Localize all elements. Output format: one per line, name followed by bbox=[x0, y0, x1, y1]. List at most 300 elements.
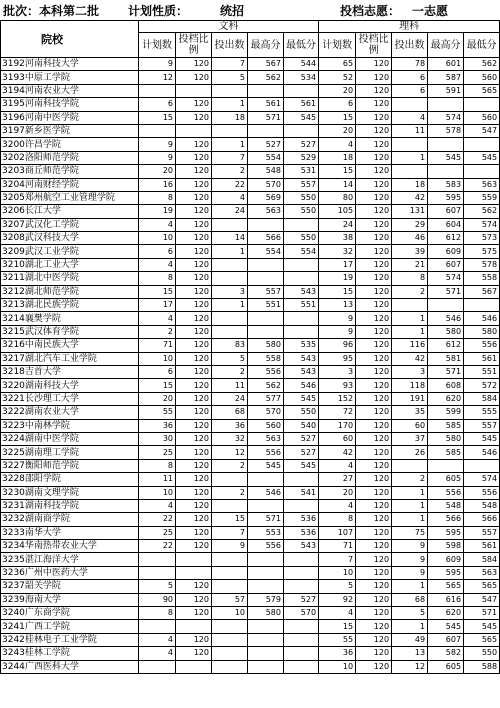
sci-plan-cell: 55 bbox=[319, 633, 356, 646]
sci-issued-cell: 2 bbox=[392, 473, 428, 486]
school-code: 3211 bbox=[2, 273, 25, 284]
arts-min-cell bbox=[284, 499, 319, 512]
school-code: 3224 bbox=[2, 434, 25, 445]
arts-plan-cell: 6 bbox=[139, 245, 176, 258]
arts-issued-cell: 1 bbox=[212, 138, 248, 151]
arts-ratio-cell: 120 bbox=[176, 71, 212, 84]
school-name: 郑州航空工业管理学院 bbox=[24, 193, 115, 204]
school-name: 襄樊学院 bbox=[24, 313, 61, 324]
school-code: 3192 bbox=[2, 59, 25, 70]
table-row bbox=[1, 432, 500, 445]
table-row bbox=[1, 553, 500, 566]
school-name: 广西工学院 bbox=[24, 621, 70, 632]
arts-max-cell: 570 bbox=[248, 178, 284, 191]
school-cell bbox=[1, 325, 139, 338]
science-ratio-header: 投档比例 bbox=[356, 33, 392, 58]
sci-plan-cell: 32 bbox=[319, 245, 356, 258]
sci-max-cell: 620 bbox=[428, 607, 464, 620]
table-row bbox=[1, 473, 500, 486]
arts-ratio-cell: 120 bbox=[176, 513, 212, 526]
sci-ratio-cell: 120 bbox=[356, 232, 392, 245]
school-cell bbox=[1, 580, 139, 593]
sci-max-cell: 605 bbox=[428, 660, 464, 673]
arts-ratio-cell bbox=[176, 124, 212, 137]
arts-max-cell: 554 bbox=[248, 151, 284, 164]
school-code: 3203 bbox=[2, 166, 25, 177]
arts-issued-cell bbox=[212, 647, 248, 660]
arts-issued-cell: 7 bbox=[212, 58, 248, 71]
arts-issued-cell: 2 bbox=[212, 486, 248, 499]
arts-plan-cell: 16 bbox=[139, 178, 176, 191]
sci-issued-cell: 116 bbox=[392, 339, 428, 352]
school-name: 华南热带农业大学 bbox=[24, 541, 97, 552]
arts-min-cell: 550 bbox=[284, 191, 319, 204]
arts-min-cell: 545 bbox=[284, 459, 319, 472]
sci-issued-cell: 1 bbox=[392, 151, 428, 164]
arts-min-cell: 543 bbox=[284, 540, 319, 553]
table-row bbox=[1, 339, 500, 352]
arts-max-cell bbox=[248, 553, 284, 566]
arts-plan-cell: 15 bbox=[139, 379, 176, 392]
sci-issued-cell bbox=[392, 165, 428, 178]
arts-max-cell: 557 bbox=[248, 285, 284, 298]
school-code: 3221 bbox=[2, 393, 25, 404]
school-cell bbox=[1, 258, 139, 271]
sci-min-cell: 572 bbox=[464, 379, 500, 392]
sci-min-cell: 560 bbox=[464, 111, 500, 124]
arts-issued-cell bbox=[212, 566, 248, 579]
table-row bbox=[1, 607, 500, 620]
sci-min-cell: 545 bbox=[464, 151, 500, 164]
school-code: 3228 bbox=[2, 474, 25, 485]
arts-max-cell: 579 bbox=[248, 593, 284, 606]
group-header-science: 理科 bbox=[319, 21, 500, 33]
arts-issued-cell: 12 bbox=[212, 446, 248, 459]
school-code: 3197 bbox=[2, 126, 25, 137]
sci-issued-cell: 191 bbox=[392, 392, 428, 405]
sci-min-cell: 565 bbox=[464, 580, 500, 593]
sci-max-cell: 620 bbox=[428, 392, 464, 405]
sci-max-cell: 607 bbox=[428, 258, 464, 271]
sci-ratio-cell: 120 bbox=[356, 486, 392, 499]
arts-min-cell: 544 bbox=[284, 58, 319, 71]
sci-min-cell: 567 bbox=[464, 285, 500, 298]
table-row bbox=[1, 499, 500, 512]
school-code: 3233 bbox=[2, 527, 25, 538]
science-min-score-header: 最低分 bbox=[464, 33, 500, 58]
sci-max-cell: 609 bbox=[428, 553, 464, 566]
school-name: 武汉化工学院 bbox=[24, 219, 79, 230]
sci-max-cell: 591 bbox=[428, 84, 464, 97]
sci-plan-cell: 4 bbox=[319, 499, 356, 512]
school-cell bbox=[1, 607, 139, 620]
sci-ratio-cell: 120 bbox=[356, 459, 392, 472]
sci-plan-cell: 107 bbox=[319, 526, 356, 539]
admission-table bbox=[0, 20, 500, 674]
arts-max-cell: 554 bbox=[248, 245, 284, 258]
school-code: 3202 bbox=[2, 152, 25, 163]
arts-plan-cell: 9 bbox=[139, 151, 176, 164]
sci-ratio-cell: 120 bbox=[356, 633, 392, 646]
sci-ratio-cell: 120 bbox=[356, 325, 392, 338]
sci-min-cell: 551 bbox=[464, 365, 500, 378]
arts-plan-cell: 25 bbox=[139, 446, 176, 459]
sci-ratio-cell: 120 bbox=[356, 526, 392, 539]
school-cell bbox=[1, 633, 139, 646]
sci-issued-cell: 11 bbox=[392, 124, 428, 137]
school-name: 广西医科大学 bbox=[24, 661, 79, 672]
sci-plan-cell: 15 bbox=[319, 111, 356, 124]
sci-min-cell: 563 bbox=[464, 178, 500, 191]
school-code: 3241 bbox=[2, 621, 25, 632]
sci-issued-cell: 46 bbox=[392, 232, 428, 245]
arts-max-cell bbox=[248, 580, 284, 593]
sci-min-cell: 546 bbox=[464, 312, 500, 325]
table-row bbox=[1, 526, 500, 539]
arts-min-cell: 540 bbox=[284, 419, 319, 432]
sci-min-cell: 558 bbox=[464, 272, 500, 285]
sci-plan-cell: 9 bbox=[319, 312, 356, 325]
sci-issued-cell: 118 bbox=[392, 379, 428, 392]
sci-max-cell: 608 bbox=[428, 379, 464, 392]
table-row bbox=[1, 58, 500, 71]
sci-issued-cell: 6 bbox=[392, 71, 428, 84]
arts-min-cell: 531 bbox=[284, 165, 319, 178]
sci-issued-cell: 8 bbox=[392, 272, 428, 285]
arts-max-cell: 548 bbox=[248, 165, 284, 178]
sci-issued-cell bbox=[392, 459, 428, 472]
sci-ratio-cell: 120 bbox=[356, 660, 392, 673]
arts-max-cell: 561 bbox=[248, 98, 284, 111]
science-max-score-header: 最高分 bbox=[428, 33, 464, 58]
school-code: 3232 bbox=[2, 514, 25, 525]
school-cell bbox=[1, 312, 139, 325]
arts-plan-cell: 15 bbox=[139, 285, 176, 298]
sci-plan-cell: 72 bbox=[319, 406, 356, 419]
arts-ratio-cell: 120 bbox=[176, 459, 212, 472]
arts-ratio-cell: 120 bbox=[176, 258, 212, 271]
arts-issued-cell: 1 bbox=[212, 98, 248, 111]
sci-max-cell: 612 bbox=[428, 232, 464, 245]
sci-ratio-cell: 120 bbox=[356, 499, 392, 512]
table-row bbox=[1, 419, 500, 432]
school-name: 湖南理工学院 bbox=[24, 447, 79, 458]
sci-issued-cell bbox=[392, 98, 428, 111]
sci-ratio-cell: 120 bbox=[356, 339, 392, 352]
arts-issued-cell: 36 bbox=[212, 419, 248, 432]
school-code: 3208 bbox=[2, 233, 25, 244]
arts-ratio-cell: 120 bbox=[176, 165, 212, 178]
sci-max-cell bbox=[428, 299, 464, 312]
arts-min-cell: 550 bbox=[284, 232, 319, 245]
school-cell bbox=[1, 446, 139, 459]
school-name: 湖南文理学院 bbox=[24, 487, 79, 498]
arts-max-cell bbox=[248, 272, 284, 285]
arts-min-cell bbox=[284, 272, 319, 285]
arts-plan-cell: 10 bbox=[139, 486, 176, 499]
arts-plan-cell: 10 bbox=[139, 232, 176, 245]
school-cell bbox=[1, 98, 139, 111]
sci-min-cell: 574 bbox=[464, 218, 500, 231]
arts-ratio-cell: 120 bbox=[176, 365, 212, 378]
school-cell bbox=[1, 406, 139, 419]
arts-ratio-cell bbox=[176, 620, 212, 633]
school-column-header: 院校 bbox=[1, 21, 139, 58]
arts-issued-cell: 5 bbox=[212, 71, 248, 84]
school-code: 3204 bbox=[2, 179, 25, 190]
school-name: 吉首大学 bbox=[24, 367, 61, 378]
arts-max-cell bbox=[248, 620, 284, 633]
sci-ratio-cell: 120 bbox=[356, 406, 392, 419]
sci-plan-cell: 71 bbox=[319, 540, 356, 553]
sci-issued-cell: 39 bbox=[392, 245, 428, 258]
school-cell bbox=[1, 71, 139, 84]
arts-ratio-cell: 120 bbox=[176, 580, 212, 593]
arts-ratio-cell: 120 bbox=[176, 285, 212, 298]
science-plan-count-header: 计划数 bbox=[319, 33, 356, 58]
sci-max-cell: 583 bbox=[428, 178, 464, 191]
school-cell bbox=[1, 593, 139, 606]
school-cell bbox=[1, 124, 139, 137]
arts-max-cell bbox=[248, 218, 284, 231]
arts-plan-cell: 36 bbox=[139, 419, 176, 432]
school-cell bbox=[1, 299, 139, 312]
arts-plan-cell: 4 bbox=[139, 312, 176, 325]
arts-issued-cell: 83 bbox=[212, 339, 248, 352]
school-code: 3212 bbox=[2, 286, 25, 297]
sci-issued-cell: 1 bbox=[392, 580, 428, 593]
arts-ratio-cell: 120 bbox=[176, 299, 212, 312]
arts-ratio-cell: 120 bbox=[176, 607, 212, 620]
sci-ratio-cell: 120 bbox=[356, 419, 392, 432]
sci-ratio-cell: 120 bbox=[356, 620, 392, 633]
arts-plan-count-header: 计划数 bbox=[139, 33, 176, 58]
arts-min-cell bbox=[284, 473, 319, 486]
arts-issued-cell bbox=[212, 499, 248, 512]
school-cell bbox=[1, 526, 139, 539]
arts-max-cell bbox=[248, 312, 284, 325]
arts-min-cell: 554 bbox=[284, 245, 319, 258]
arts-max-cell bbox=[248, 499, 284, 512]
arts-max-cell: 569 bbox=[248, 191, 284, 204]
table-row bbox=[1, 232, 500, 245]
arts-plan-cell: 71 bbox=[139, 339, 176, 352]
sci-max-cell: 574 bbox=[428, 111, 464, 124]
sci-max-cell: 604 bbox=[428, 218, 464, 231]
school-name: 湖北工业大学 bbox=[24, 260, 79, 271]
arts-issued-cell: 15 bbox=[212, 513, 248, 526]
school-code: 3207 bbox=[2, 219, 25, 230]
sci-ratio-cell: 120 bbox=[356, 245, 392, 258]
arts-plan-cell: 20 bbox=[139, 392, 176, 405]
sci-min-cell: 555 bbox=[464, 406, 500, 419]
arts-max-cell: 527 bbox=[248, 138, 284, 151]
table-row bbox=[1, 446, 500, 459]
sci-min-cell: 584 bbox=[464, 553, 500, 566]
arts-max-cell bbox=[248, 325, 284, 338]
sci-plan-cell: 9 bbox=[319, 325, 356, 338]
school-cell bbox=[1, 178, 139, 191]
sci-max-cell: 565 bbox=[428, 580, 464, 593]
arts-issued-cell: 22 bbox=[212, 178, 248, 191]
arts-plan-cell: 15 bbox=[139, 111, 176, 124]
arts-min-cell: 543 bbox=[284, 365, 319, 378]
sci-issued-cell: 1 bbox=[392, 620, 428, 633]
sci-plan-cell: 18 bbox=[319, 151, 356, 164]
arts-ratio-cell bbox=[176, 660, 212, 673]
school-cell bbox=[1, 647, 139, 660]
table-row bbox=[1, 285, 500, 298]
arts-plan-cell: 19 bbox=[139, 205, 176, 218]
sci-max-cell bbox=[428, 138, 464, 151]
sci-plan-cell: 10 bbox=[319, 660, 356, 673]
arts-ratio-cell: 120 bbox=[176, 379, 212, 392]
sci-max-cell: 571 bbox=[428, 285, 464, 298]
school-name: 湖南商学院 bbox=[24, 514, 70, 525]
school-cell bbox=[1, 553, 139, 566]
sci-ratio-cell: 120 bbox=[356, 299, 392, 312]
sci-plan-cell: 27 bbox=[319, 473, 356, 486]
arts-plan-cell bbox=[139, 660, 176, 673]
sci-issued-cell: 68 bbox=[392, 593, 428, 606]
arts-min-cell bbox=[284, 660, 319, 673]
arts-min-score-header: 最低分 bbox=[284, 33, 319, 58]
table-row bbox=[1, 299, 500, 312]
sci-min-cell: 584 bbox=[464, 392, 500, 405]
school-code: 3193 bbox=[2, 72, 25, 83]
school-name: 湖南农业大学 bbox=[24, 407, 79, 418]
arts-max-cell: 545 bbox=[248, 459, 284, 472]
arts-max-cell: 570 bbox=[248, 406, 284, 419]
sci-plan-cell: 80 bbox=[319, 191, 356, 204]
sci-max-cell: 612 bbox=[428, 339, 464, 352]
arts-issued-cell bbox=[212, 553, 248, 566]
arts-min-cell: 543 bbox=[284, 285, 319, 298]
school-name: 武汉科技大学 bbox=[24, 233, 79, 244]
arts-issued-cell bbox=[212, 218, 248, 231]
sci-max-cell: 571 bbox=[428, 365, 464, 378]
arts-plan-cell: 6 bbox=[139, 98, 176, 111]
sci-min-cell: 571 bbox=[464, 607, 500, 620]
arts-min-cell bbox=[284, 580, 319, 593]
school-cell bbox=[1, 540, 139, 553]
sci-issued-cell: 9 bbox=[392, 566, 428, 579]
school-name: 邵阳学院 bbox=[24, 474, 61, 485]
school-cell bbox=[1, 473, 139, 486]
arts-ratio-cell: 120 bbox=[176, 486, 212, 499]
table-row bbox=[1, 178, 500, 191]
school-name: 武汉工业学院 bbox=[24, 246, 79, 257]
table-row bbox=[1, 406, 500, 419]
sci-min-cell bbox=[464, 299, 500, 312]
sci-max-cell: 581 bbox=[428, 352, 464, 365]
sci-plan-cell: 92 bbox=[319, 593, 356, 606]
arts-plan-cell: 5 bbox=[139, 580, 176, 593]
school-name: 韶关学院 bbox=[24, 581, 61, 592]
sci-min-cell bbox=[464, 165, 500, 178]
sci-plan-cell: 14 bbox=[319, 178, 356, 191]
school-cell bbox=[1, 513, 139, 526]
sci-ratio-cell: 120 bbox=[356, 580, 392, 593]
school-cell bbox=[1, 218, 139, 231]
sci-ratio-cell: 120 bbox=[356, 111, 392, 124]
school-code: 3210 bbox=[2, 260, 25, 271]
table-row bbox=[1, 272, 500, 285]
school-name: 中南民族大学 bbox=[24, 340, 79, 351]
sci-issued-cell: 75 bbox=[392, 526, 428, 539]
sci-plan-cell: 4 bbox=[319, 459, 356, 472]
sci-ratio-cell: 120 bbox=[356, 352, 392, 365]
sci-min-cell: 557 bbox=[464, 419, 500, 432]
sci-min-cell: 562 bbox=[464, 205, 500, 218]
sci-issued-cell: 4 bbox=[392, 111, 428, 124]
arts-min-cell bbox=[284, 553, 319, 566]
sci-min-cell: 578 bbox=[464, 258, 500, 271]
arts-ratio-cell: 120 bbox=[176, 593, 212, 606]
school-code: 3239 bbox=[2, 594, 25, 605]
arts-plan-cell: 6 bbox=[139, 365, 176, 378]
arts-min-cell: 536 bbox=[284, 513, 319, 526]
arts-issued-cell: 2 bbox=[212, 459, 248, 472]
arts-issued-cell bbox=[212, 580, 248, 593]
sci-min-cell: 566 bbox=[464, 513, 500, 526]
arts-max-cell: 558 bbox=[248, 352, 284, 365]
school-name: 长江大学 bbox=[24, 206, 61, 217]
school-code: 3240 bbox=[2, 608, 25, 619]
table-row bbox=[1, 352, 500, 365]
arts-ratio-cell: 120 bbox=[176, 446, 212, 459]
arts-issued-cell bbox=[212, 325, 248, 338]
school-name: 商丘师范学院 bbox=[24, 166, 79, 177]
sci-max-cell: 607 bbox=[428, 633, 464, 646]
arts-issued-cell: 1 bbox=[212, 245, 248, 258]
sci-ratio-cell: 120 bbox=[356, 258, 392, 271]
sci-max-cell: 585 bbox=[428, 419, 464, 432]
sci-plan-cell: 60 bbox=[319, 432, 356, 445]
arts-issued-cell bbox=[212, 124, 248, 137]
arts-max-cell bbox=[248, 473, 284, 486]
school-name: 洛阳师范学院 bbox=[24, 152, 79, 163]
sci-plan-cell: 65 bbox=[319, 58, 356, 71]
arts-plan-cell: 8 bbox=[139, 191, 176, 204]
arts-ratio-cell bbox=[176, 553, 212, 566]
arts-plan-cell: 90 bbox=[139, 593, 176, 606]
sheet-header bbox=[0, 0, 500, 20]
sci-plan-cell: 42 bbox=[319, 446, 356, 459]
sci-ratio-cell: 120 bbox=[356, 218, 392, 231]
sci-issued-cell: 1 bbox=[392, 513, 428, 526]
sci-ratio-cell: 120 bbox=[356, 178, 392, 191]
sci-ratio-cell: 120 bbox=[356, 272, 392, 285]
school-code: 3206 bbox=[2, 206, 25, 217]
arts-max-cell: 553 bbox=[248, 526, 284, 539]
sci-plan-cell: 96 bbox=[319, 339, 356, 352]
sci-max-cell: 545 bbox=[428, 620, 464, 633]
sci-issued-cell: 37 bbox=[392, 432, 428, 445]
sci-max-cell: 546 bbox=[428, 312, 464, 325]
sci-issued-cell: 49 bbox=[392, 633, 428, 646]
sci-min-cell: 545 bbox=[464, 620, 500, 633]
arts-max-cell: 580 bbox=[248, 339, 284, 352]
arts-min-cell: 536 bbox=[284, 526, 319, 539]
sci-issued-cell: 9 bbox=[392, 553, 428, 566]
school-code: 3225 bbox=[2, 447, 25, 458]
sci-ratio-cell: 120 bbox=[356, 473, 392, 486]
school-cell bbox=[1, 138, 139, 151]
sci-ratio-cell: 120 bbox=[356, 165, 392, 178]
arts-ratio-cell: 120 bbox=[176, 232, 212, 245]
school-cell bbox=[1, 566, 139, 579]
